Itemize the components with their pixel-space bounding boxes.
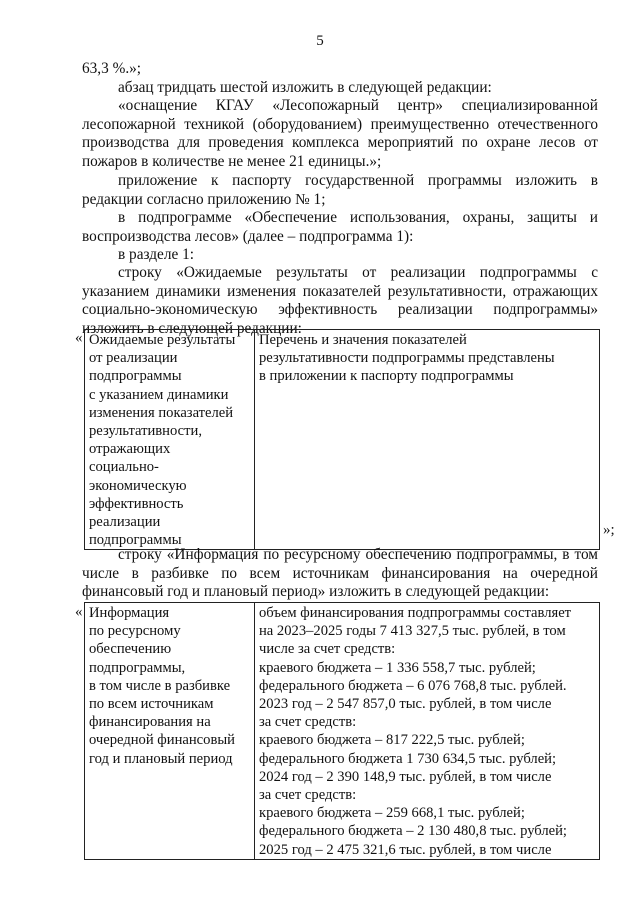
paragraph-4: приложение к паспорту государственной программы изложить в редакции согласно приложению № 1; bbox=[82, 172, 598, 208]
table1-left-line: изменения показателей bbox=[89, 404, 234, 421]
table1-left-line: результативности, bbox=[89, 423, 202, 440]
table1-close-quote: »; bbox=[603, 522, 615, 538]
table2-left-line: Информация bbox=[89, 605, 170, 621]
table2-right-cell bbox=[255, 603, 600, 860]
table2-left-line: в том числе в разбивке bbox=[89, 677, 231, 694]
paragraph-3: «оснащение КГАУ «Лесопожарный центр» специализированной лесопожарной техникой (оборудованием) преимущественно отечественного производства для проведения комплекса мероприятий по охране лесов от пожаров в количестве не менее 21 единицы.»; bbox=[82, 97, 598, 170]
table2-left-lines bbox=[89, 604, 250, 768]
page-number: 5 bbox=[316, 33, 324, 49]
paragraph-2: абзац тридцать шестой изложить в следующей редакции: bbox=[118, 79, 492, 96]
table1-open-quote: « bbox=[75, 330, 83, 346]
expected-results-table bbox=[84, 329, 600, 550]
table2-left-line: по всем источникам bbox=[89, 696, 214, 713]
paragraph-8: строку «Информация по ресурсному обеспечению подпрограммы, в том числе в разбивке по всем источникам финансирования на очередной финансовый год и плановый период» изложить в следующей редакции: bbox=[82, 546, 598, 600]
table2-right-line: 2024 год – 2 390 148,9 тыс. рублей, в том числе bbox=[259, 768, 552, 785]
table2-right-line: краевого бюджета – 1 336 558,7 тыс. рублей; bbox=[259, 659, 536, 676]
table1-left-line: реализации bbox=[89, 514, 161, 531]
table2-left-line: по ресурсному bbox=[89, 623, 181, 640]
table2-right-line: 2023 год – 2 547 857,0 тыс. рублей, в том числе bbox=[259, 696, 552, 713]
table2-right-lines bbox=[259, 604, 595, 859]
table1-left-line: Ожидаемые результаты bbox=[89, 332, 236, 348]
table1-left-line: подпрограммы bbox=[89, 532, 182, 549]
table2-left-line: финансирования на bbox=[89, 714, 211, 731]
table1-left-line: экономическую bbox=[89, 477, 187, 494]
paragraph-7: строку «Ожидаемые результаты от реализации подпрограммы с указанием динамики изменения показателей результативности, отражающих социально-экономическую эффективность реализации подпрограммы» изложить в следующей редакции: bbox=[82, 264, 598, 337]
table1-right-cell bbox=[255, 330, 600, 550]
table2-left-line: подпрограммы, bbox=[89, 659, 186, 676]
table2-right-line: 2025 год – 2 475 321,6 тыс. рублей, в том числе bbox=[259, 841, 552, 858]
resource-info-table bbox=[84, 602, 600, 860]
paragraph-6: в разделе 1: bbox=[118, 246, 194, 263]
table1-right-line: в приложении к паспорту подпрограммы bbox=[259, 368, 514, 385]
table1-left-line: с указанием динамики bbox=[89, 386, 229, 403]
table2-left-line: обеспечению bbox=[89, 641, 172, 658]
table2-right-line: федерального бюджета 1 730 634,5 тыс. рублей; bbox=[259, 750, 557, 767]
table2-right-line: за счет средств: bbox=[259, 714, 357, 731]
table1-right-line: результативности подпрограммы представлены bbox=[259, 350, 555, 367]
table1-left-line: отражающих bbox=[89, 441, 171, 458]
table2-right-line: за счет средств: bbox=[259, 787, 357, 804]
table2-left-line: год и плановый период bbox=[89, 750, 233, 767]
table1-right-line: Перечень и значения показателей bbox=[259, 332, 467, 348]
table1-left-line: от реализации bbox=[89, 350, 178, 367]
table2-right-line: числе за счет средств: bbox=[259, 641, 396, 658]
table1-left-cell bbox=[85, 330, 255, 550]
table2-open-quote: « bbox=[75, 604, 83, 620]
table1-left-line: социально- bbox=[89, 459, 159, 476]
paragraph-5: в подпрограмме «Обеспечение использования, охраны, защиты и воспроизводства лесов» (далее – подпрограмма 1): bbox=[82, 209, 598, 245]
table1-left-line: эффективность bbox=[89, 495, 184, 512]
paragraph-1: 63,3 %.»; bbox=[82, 60, 142, 77]
table2-right-line: краевого бюджета – 259 668,1 тыс. рублей; bbox=[259, 805, 525, 822]
table2-left-cell bbox=[85, 603, 255, 860]
table2-right-line: на 2023–2025 годы 7 413 327,5 тыс. рублей, в том bbox=[259, 623, 566, 640]
table2-right-line: федерального бюджета – 6 076 768,8 тыс. рублей. bbox=[259, 677, 567, 694]
table2-right-line: федерального бюджета – 2 130 480,8 тыс. рублей; bbox=[259, 823, 567, 840]
table1-left-lines bbox=[89, 331, 250, 549]
table2-right-line: объем финансирования подпрограммы составляет bbox=[259, 605, 572, 621]
table1-right-lines bbox=[259, 331, 595, 386]
table2-left-line: очередной финансовый bbox=[89, 732, 235, 749]
table2-right-line: краевого бюджета – 817 222,5 тыс. рублей; bbox=[259, 732, 525, 749]
table1-left-line: подпрограммы bbox=[89, 368, 182, 385]
